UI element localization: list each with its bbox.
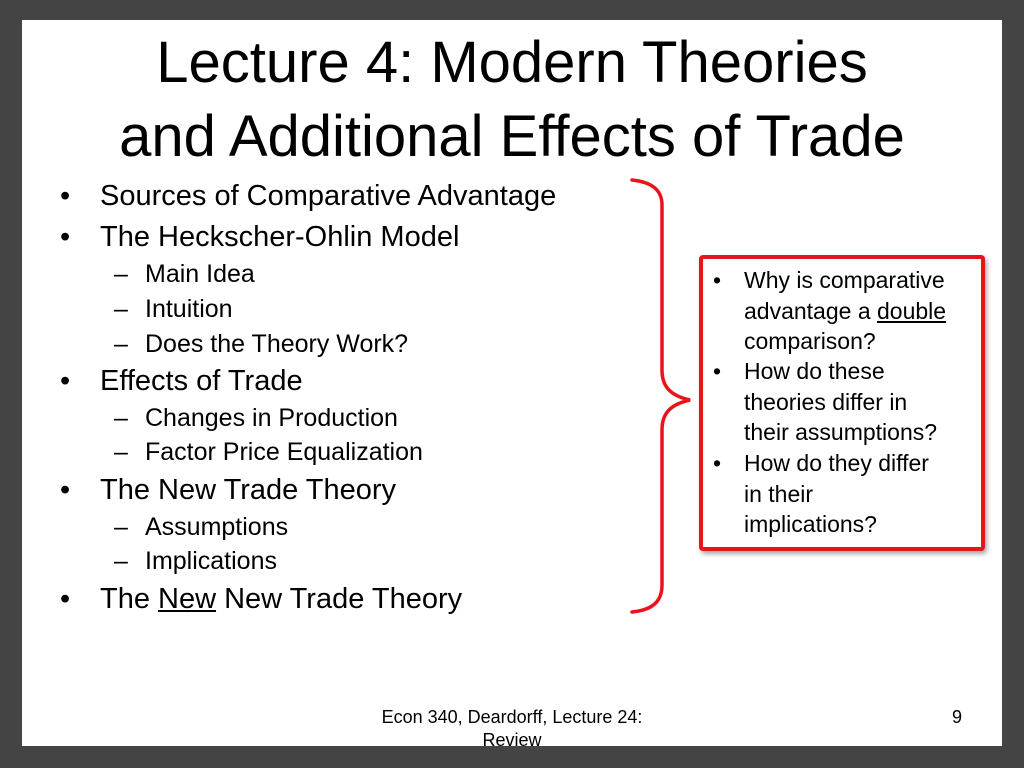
brace-path (632, 180, 690, 612)
bullet-marker: • (713, 358, 722, 384)
bullet-marker: • (713, 267, 722, 293)
bullet-marker: • (60, 221, 71, 253)
dash-marker: – (114, 547, 128, 575)
bullet-text-prefix: The (100, 583, 159, 615)
sub-bullet-text: Changes in Production (145, 404, 398, 432)
sub-bullet-text: Intuition (145, 295, 233, 323)
dash-marker: – (114, 295, 128, 323)
dash-marker: – (114, 330, 128, 358)
title-line-1: Lecture 4: Modern Theories (156, 30, 868, 95)
sub-bullet-text: Implications (145, 547, 277, 575)
bullet-marker: • (60, 474, 71, 506)
title-line-2: and Additional Effects of Trade (119, 104, 905, 169)
bullet-marker: • (60, 180, 71, 212)
bullet-marker: • (60, 365, 71, 397)
dash-marker: – (114, 260, 128, 288)
bullet-text: The Heckscher-Ohlin Model (100, 221, 460, 253)
dash-marker: – (114, 438, 128, 466)
dash-marker: – (114, 404, 128, 432)
callout-text-line: How do they differ (744, 450, 929, 476)
callout-text-line: Why is comparative (744, 267, 945, 293)
sub-bullet-text: Assumptions (145, 513, 289, 541)
callout-text-line (744, 296, 946, 327)
bullet-text: Sources of Comparative Advantage (100, 180, 557, 212)
sub-bullet-text: Factor Price Equalization (145, 438, 423, 466)
callout-text-line: their assumptions? (744, 419, 938, 445)
dash-marker: – (114, 513, 128, 541)
underlined-word: New (158, 583, 217, 615)
bullet-text-suffix: New Trade Theory (216, 583, 463, 615)
bullet-text: Effects of Trade (100, 365, 303, 397)
sub-bullet-text: Main Idea (145, 260, 255, 288)
page-number: 9 (951, 707, 962, 727)
slide (22, 20, 1002, 746)
callout-text-line: in their (744, 480, 814, 507)
question-callout-box (699, 255, 985, 551)
callout-text-line: How do these (744, 358, 885, 384)
callout-text-prefix: advantage a (744, 297, 878, 324)
bullet-marker: • (713, 450, 722, 476)
underlined-word: double (877, 297, 947, 324)
slide-footer (352, 706, 672, 746)
bullet-marker: • (60, 583, 71, 615)
callout-text-line: theories differ in (744, 388, 908, 415)
footer-line-1: Econ 340, Deardorff, Lecture 24: (381, 707, 643, 727)
callout-text-line: comparison? (744, 328, 876, 354)
footer-line-2: Review (482, 730, 542, 746)
sub-bullet-text: Does the Theory Work? (145, 330, 409, 358)
bullet-text: The New Trade Theory (100, 474, 397, 506)
callout-text-line: implications? (744, 511, 877, 537)
